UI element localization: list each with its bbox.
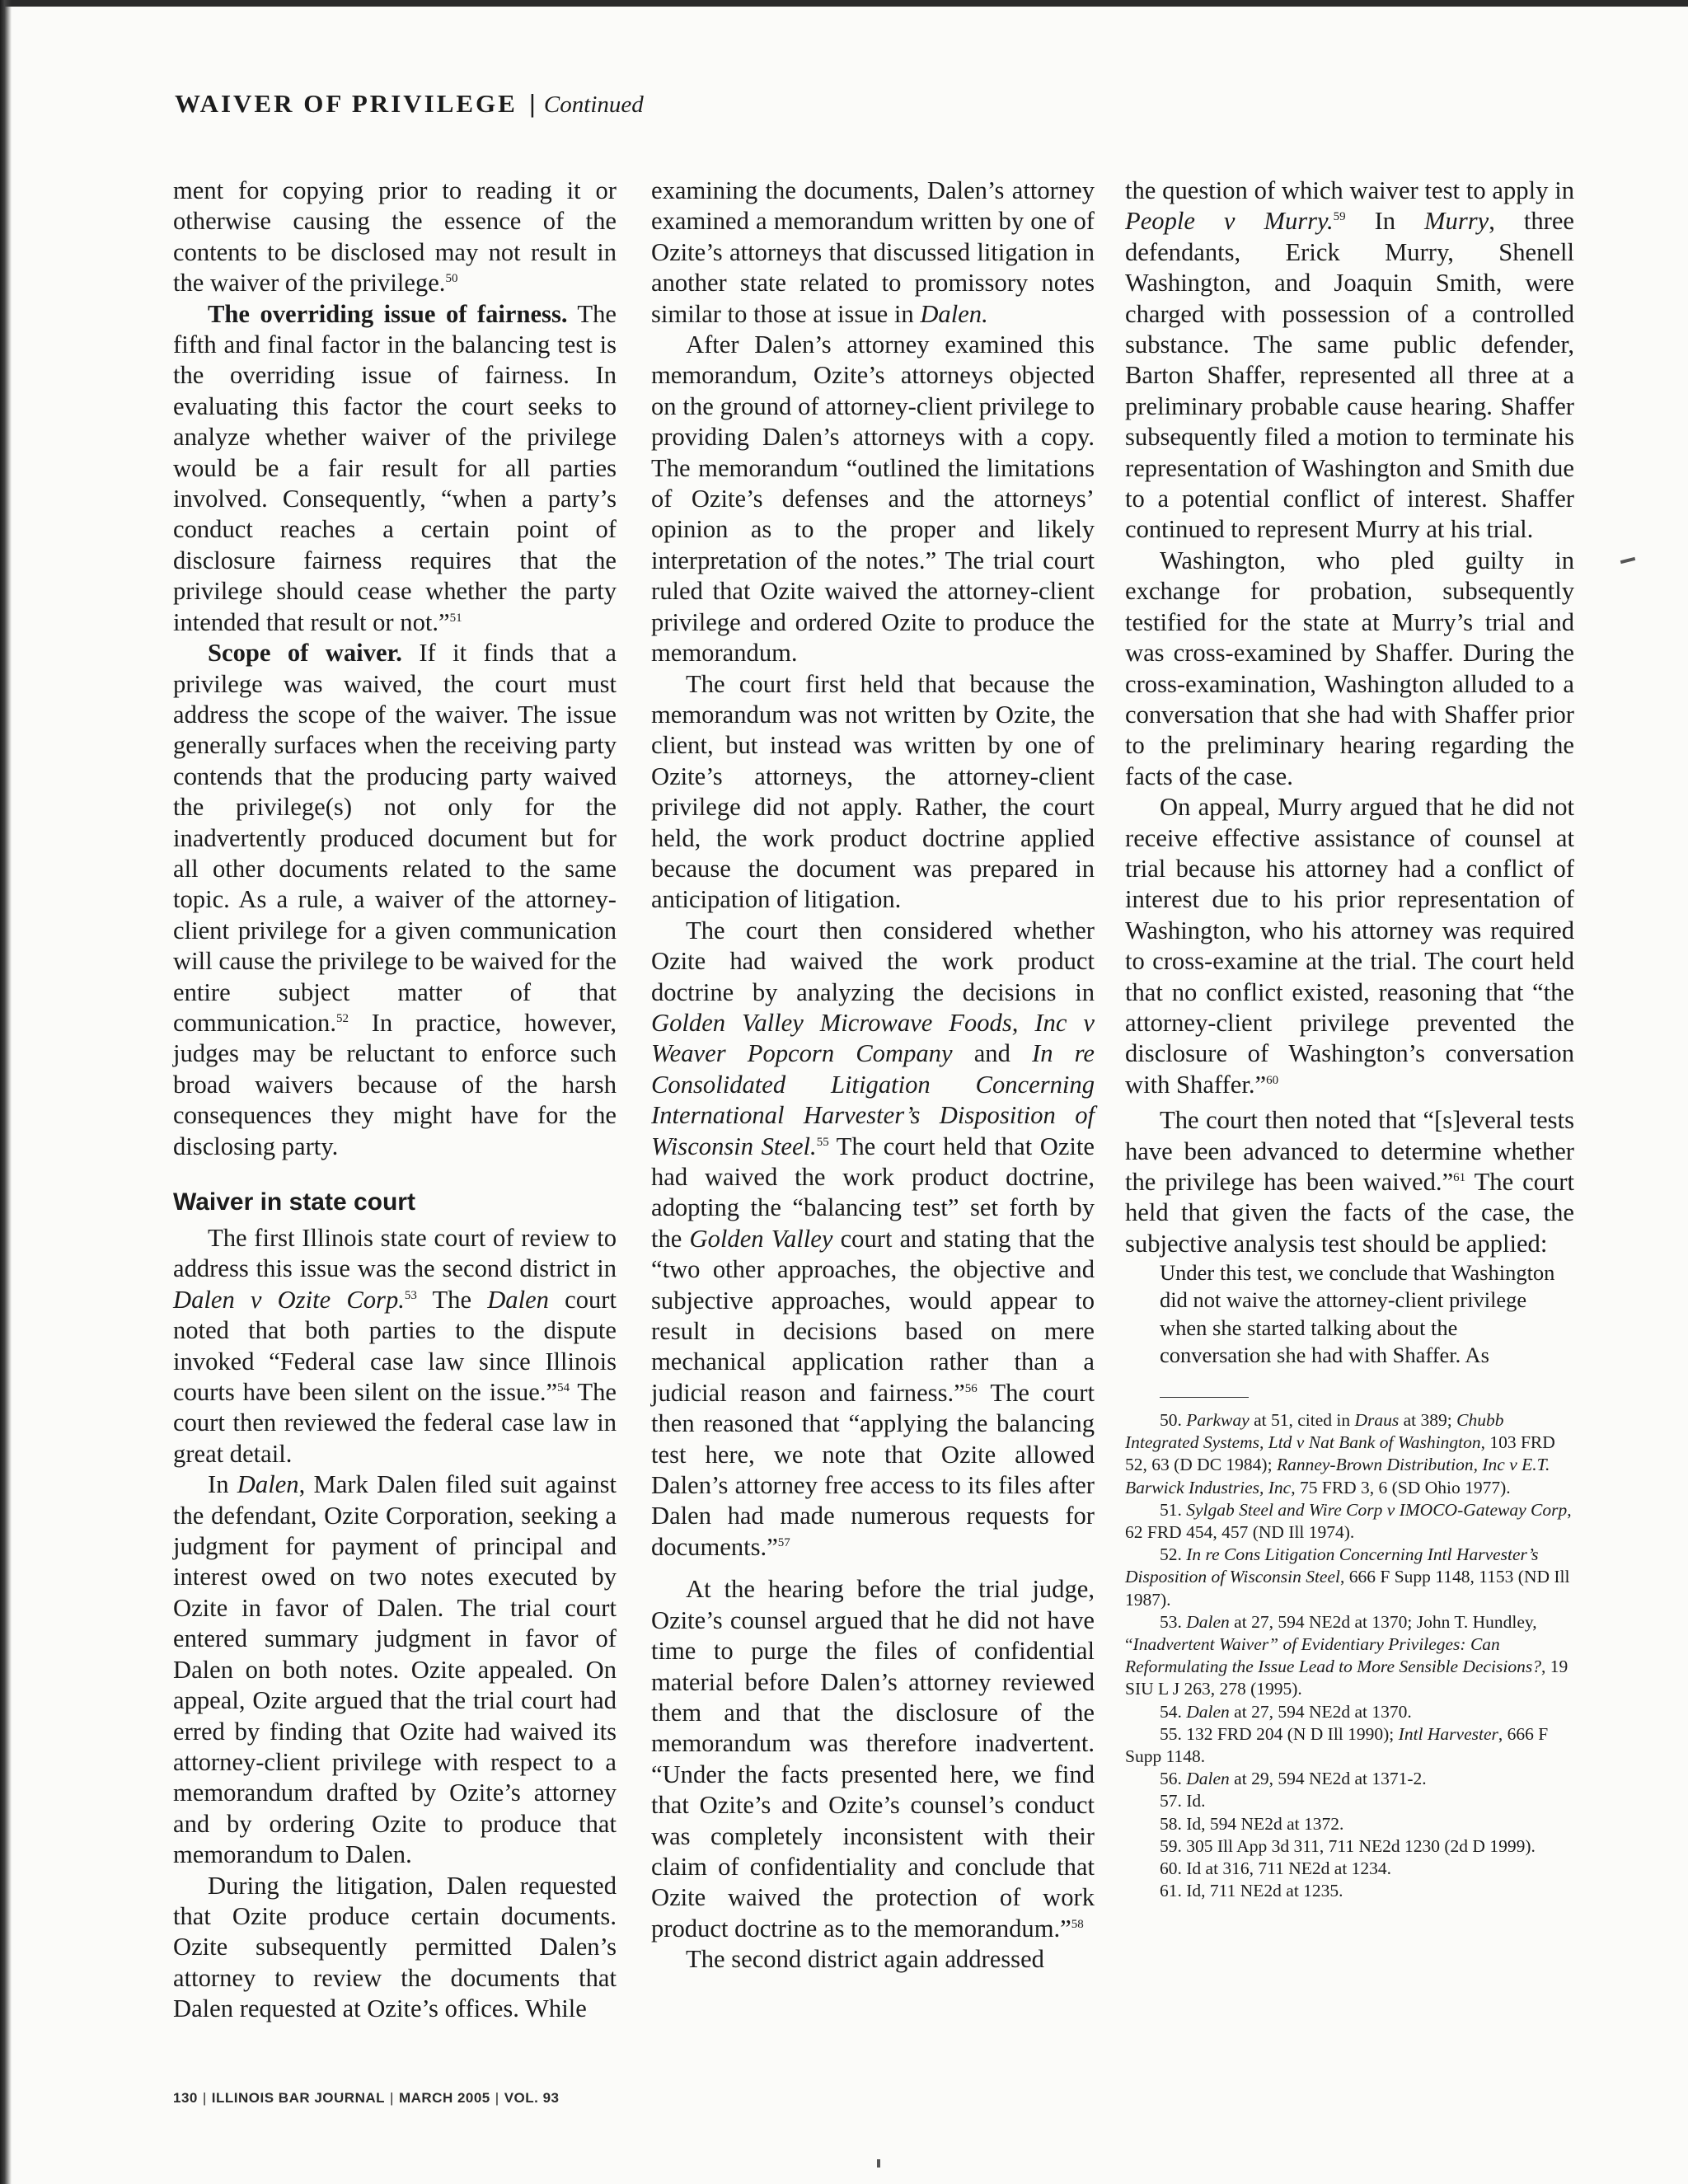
footnote-text: Ranney-Brown Distribution, Inc v E.T. Barwick Industries, Inc [1125, 1455, 1550, 1497]
column-1 [173, 176, 617, 2025]
footnote-text: Draus [1354, 1410, 1400, 1431]
footnote-number: 51. [1160, 1499, 1187, 1520]
footnote-number: 59. [1160, 1835, 1187, 1856]
paragraph-fairness: The overriding issue of fairness. The fifth and final factor in the balancing test is the overriding issue of fairness. In evaluating this factor the court seeks to analyze whether waiver of the privilege would be a fair result for all parties involved. Consequently, “when a party’s conduct reaches a certain point of disclosure fairness requires that the privilege should cease whether the party intended that result or not.”$^{51}$ [173, 299, 617, 636]
footnote-ref[interactable]: 52 [335, 1011, 349, 1025]
footnote-number: 53. [1160, 1611, 1187, 1632]
run-in-head: Scope of waiver. [208, 639, 402, 668]
page-footer: 130 | ILLINOIS BAR JOURNAL | MARCH 2005 | VOL. 93 [173, 2090, 560, 2106]
footnote-ref[interactable]: 53 [404, 1288, 417, 1302]
footnote-text: at 27, 594 NE2d at 1370; John T. Hundley, “ [1125, 1611, 1537, 1655]
footnote-text: Sylgab Steel and Wire Corp v IMOCO-Gateway Corp [1186, 1499, 1568, 1520]
footnote-ref[interactable]: 59 [1333, 210, 1346, 224]
footnote-text: Id, 711 NE2d at 1235. [1186, 1881, 1343, 1901]
footnote-text: In re Cons Litigation Concerning Intl Harvester’s Disposition of Wisconsin Steel [1125, 1544, 1539, 1587]
footnote-text: 305 Ill App 3d 311, 711 NE2d 1230 (2d D 1999). [1186, 1835, 1536, 1856]
run-in-head: The overriding issue of fairness. [208, 299, 568, 328]
footnotes [1125, 1409, 1574, 1902]
footnote-rule [1160, 1397, 1249, 1398]
footnote-text: , 666 F Supp 1148. [1125, 1723, 1549, 1767]
footnote-text: Dalen [1186, 1611, 1230, 1632]
footnote-ref[interactable]: 50 [445, 272, 458, 286]
paragraph: Washington, who pled guilty in exchange for probation, subsequently testified for the state at Murry’s trial and was cross-examined by Shaffer. During the cross-examination, Washington alluded to a conversation that she had with Shaffer prior to the preliminary hearing regarding the facts of the case. [1125, 546, 1574, 790]
paragraph: ment for copying prior to reading it or otherwise causing the essence of the contents to be disclosed may not result in the waiver of the privilege.$^{50}$ [173, 176, 617, 298]
header-separator: | [528, 89, 536, 118]
volume: VOL. 93 [504, 2090, 560, 2106]
paragraph: The court then noted that “[s]everal tests have been advanced to determine whether the privilege has been waived.”$^{61}$ The court held that given the facts of the case, the subjective analysis test should be applied: [1125, 1106, 1574, 1258]
column-3 [1125, 176, 1574, 1903]
section-subhead: Waiver in state court [173, 1188, 415, 1216]
paragraph: On appeal, Murry argued that he did not receive effective assistance of counsel at trial because his attorney had a conflict of interest due to his prior representation of Washington, who his attorney was required to cross-examine at the trial. The court held that no conflict existed, reasoning that “the attorney-client privilege prevented the disclosure of Washington’s conversation with Shaffer.”$^{60}$ [1125, 793, 1574, 1099]
footnote-text: , 19 SIU L J 263, 278 (1995). [1125, 1657, 1568, 1699]
paragraph: In Dalen, Mark Dalen filed suit against the defendant, Ozite Corporation, seeking a judgment for payment of principal and interest owed on two notes executed by Ozite in favor of Dalen. The trial court entered summary judgment in favor of Dalen on both notes. Ozite appealed. On appeal, Ozite argued that the trial court had erred by finding that Ozite had waived its attorney-client privilege with respect to a memorandum drafted by Ozite’s attorney and by ordering Ozite to produce that memorandum to Dalen. [173, 1470, 617, 1869]
footnote-ref[interactable]: 54 [557, 1380, 570, 1394]
footnote-text: , 62 FRD 454, 457 (ND Ill 1974). [1125, 1499, 1572, 1543]
paragraph: During the litigation, Dalen requested that Ozite produce certain documents. Ozite subsequently permitted Dalen’s attorney to review the documents that Dalen requested at Ozite’s offices. While [173, 1871, 617, 2023]
footnote-54 [1125, 1701, 1574, 1723]
footnote-text: Id. [1186, 1791, 1206, 1811]
footnote-text: 132 FRD 204 (N D Ill 1990); [1186, 1723, 1399, 1744]
footnote-text: Intl Harvester [1398, 1723, 1498, 1744]
footnote-text: , 103 FRD 52, 63 (D DC 1984); [1125, 1432, 1555, 1475]
footnote-ref[interactable]: 61 [1453, 1170, 1466, 1184]
footnote-text: , 666 F Supp 1148, 1153 (ND Ill 1987). [1125, 1567, 1570, 1610]
footnote-text: Id, 594 NE2d at 1372. [1186, 1813, 1344, 1834]
paragraph: The second district again addressed [686, 1945, 1044, 1974]
footnote-50 [1125, 1409, 1574, 1499]
column-2 [651, 176, 1095, 1975]
footnote-52 [1125, 1544, 1574, 1611]
footnote-number: 61. [1160, 1881, 1187, 1901]
journal-name: ILLINOIS BAR JOURNAL [211, 2090, 386, 2106]
footnote-text: at 27, 594 NE2d at 1370. [1229, 1701, 1412, 1722]
footnote-58 [1125, 1813, 1574, 1835]
issue-date: MARCH 2005 [398, 2090, 490, 2106]
scan-mark [1620, 557, 1635, 564]
footnote-57 [1125, 1790, 1574, 1812]
footnote-ref[interactable]: 58 [1071, 1917, 1084, 1931]
footnote-number: 55. [1160, 1723, 1187, 1744]
footnote-ref[interactable]: 57 [777, 1535, 790, 1549]
footnote-53 [1125, 1611, 1574, 1701]
footnote-number: 57. [1160, 1791, 1187, 1811]
footnote-text: Chubb Integrated Systems, Ltd v Nat Bank of Washington [1125, 1410, 1504, 1453]
paragraph: At the hearing before the trial judge, Ozite’s counsel argued that he did not have time to purge the files of confidential material before Dalen’s attorney reviewed them and that the disclosure of the memorandum was therefore inadvertent. “Under the facts presented here, we find that Ozite’s and Ozite’s counsel’s conduct was completely inconsistent with their claim of confidentiality and conclude that Ozite waived the protection of work product doctrine as to the memorandum.”$^{58}$ [651, 1575, 1095, 1943]
running-header [175, 89, 644, 125]
paragraph: The court then considered whether Ozite had waived the work product doctrine by analyzing the decisions in Golden Valley Microwave Foods, Inc v Weaver Popcorn Company and In re Consolidated Litigation Concerning International Harvester’s Disposition of Wisconsin Steel.$^{55}$ The court held that Ozite had waived the work product doctrine, adopting the “balancing test” set forth by the Golden Valley court and stating that the “two other approaches, the objective and subjective approaches, would appear to result in decisions based on mere mechanical application rather than a judicial reason and fairness.”$^{56}$ The court then reasoned that “applying the balancing test here, we note that Ozite allowed Dalen’s attorney free access to its files after Dalen had made numerous requests for documents.”$^{57}$ [651, 916, 1095, 1561]
paragraph: the question of which waiver test to apply in People v Murry.$^{59}$ In Murry, three defendants, Erick Murry, Shenell Washington, and Joaquin Smith, were charged with possession of a controlled substance. The same public defender, Barton Shaffer, represented all three at a preliminary probable cause hearing. Shaffer subsequently filed a motion to terminate his representation of Washington and Smith due to a potential conflict of interest. Shaffer continued to represent Murry at his trial. [1125, 176, 1574, 544]
footnote-text: Parkway [1186, 1410, 1250, 1431]
scan-mark [877, 2159, 880, 2168]
block-quote: Under this test, we conclude that Washington did not waive the attorney-client privilege when she started talking about the conversation she had with Shaffer. As [1160, 1260, 1555, 1367]
footnote-text: at 51, cited in [1249, 1410, 1355, 1431]
footnote-59 [1125, 1835, 1574, 1858]
footnote-55 [1125, 1723, 1574, 1768]
footnote-text: , 75 FRD 3, 6 (SD Ohio 1977). [1291, 1477, 1511, 1497]
scan-edge-shadow [0, 0, 12, 2184]
paragraph: The court first held that because the memorandum was not written by Ozite, the client, but instead was written by one of Ozite’s attorneys, the attorney-client privilege did not apply. Rather, the court held, the work product doctrine applied because the document was prepared in anticipation of litigation. [651, 669, 1095, 914]
footnote-text: Dalen [1186, 1769, 1230, 1789]
header-continued: Continued [543, 91, 644, 118]
footnote-ref[interactable]: 51 [449, 611, 462, 625]
footnote-number: 56. [1160, 1769, 1187, 1789]
footnote-number: 58. [1160, 1813, 1187, 1834]
paragraph: The first Illinois state court of review to address this issue was the second district in Dalen v Ozite Corp.$^{53}$ The Dalen court noted that both parties to the dispute invoked “Federal case law since Illinois courts have been silent on the issue.”$^{54}$ The court then reviewed the federal case law in great detail. [173, 1224, 617, 1468]
footnote-ref[interactable]: 55 [816, 1135, 829, 1149]
footnote-51 [1125, 1499, 1574, 1544]
footnote-number: 50. [1160, 1410, 1187, 1431]
footnote-60 [1125, 1858, 1574, 1880]
top-edge-rule [0, 0, 1688, 7]
page-number: 130 [173, 2090, 198, 2106]
header-title: WAIVER OF PRIVILEGE [175, 89, 518, 118]
paragraph: examining the documents, Dalen’s attorney examined a memorandum written by one of Ozite’s attorneys that discussed litigation in another state related to promissory notes similar to those at issue in Dalen. [651, 176, 1095, 328]
footnote-text: Dalen [1186, 1701, 1230, 1722]
footnote-text: at 29, 594 NE2d at 1371-2. [1229, 1769, 1427, 1789]
paragraph-scope: Scope of waiver. If it finds that a privilege was waived, the court must address the scope of the waiver. The issue generally surfaces when the receiving party contends that the producing party waived the privilege(s) not only for the inadvertently produced document but for all other documents related to the same topic. As a rule, a waiver of the attorney-client privilege for a given communication will cause the privilege to be waived for the entire subject matter of that communication.$^{52}$ In practice, however, judges may be reluctant to enforce such broad waivers because of the harsh consequences they might have for the disclosing party. [173, 639, 617, 1160]
footnote-text: Inadvertent Waiver” of Evidentiary Privileges: Can Reformulating the Issue Lead to More Sensible Decisions? [1125, 1634, 1541, 1677]
footnote-text: at 389; [1399, 1410, 1457, 1431]
footnote-number: 60. [1160, 1858, 1187, 1879]
footnote-text: Id at 316, 711 NE2d at 1234. [1186, 1858, 1392, 1879]
footnote-ref[interactable]: 56 [964, 1381, 978, 1395]
paragraph: After Dalen’s attorney examined this memorandum, Ozite’s attorneys objected on the ground of attorney-client privilege to providing Dalen’s attorneys with a copy. The memorandum “outlined the limitations of Ozite’s defenses and the attorneys’ opinion as to the proper and likely interpretation of the notes.” The trial court ruled that Ozite waived the attorney-client privilege and ordered Ozite to produce the memorandum. [651, 330, 1095, 668]
footnote-number: 54. [1160, 1701, 1187, 1722]
footnote-56 [1125, 1768, 1574, 1790]
footnote-ref[interactable]: 60 [1266, 1073, 1279, 1087]
footnote-61 [1125, 1880, 1574, 1902]
footnote-number: 52. [1160, 1544, 1187, 1565]
